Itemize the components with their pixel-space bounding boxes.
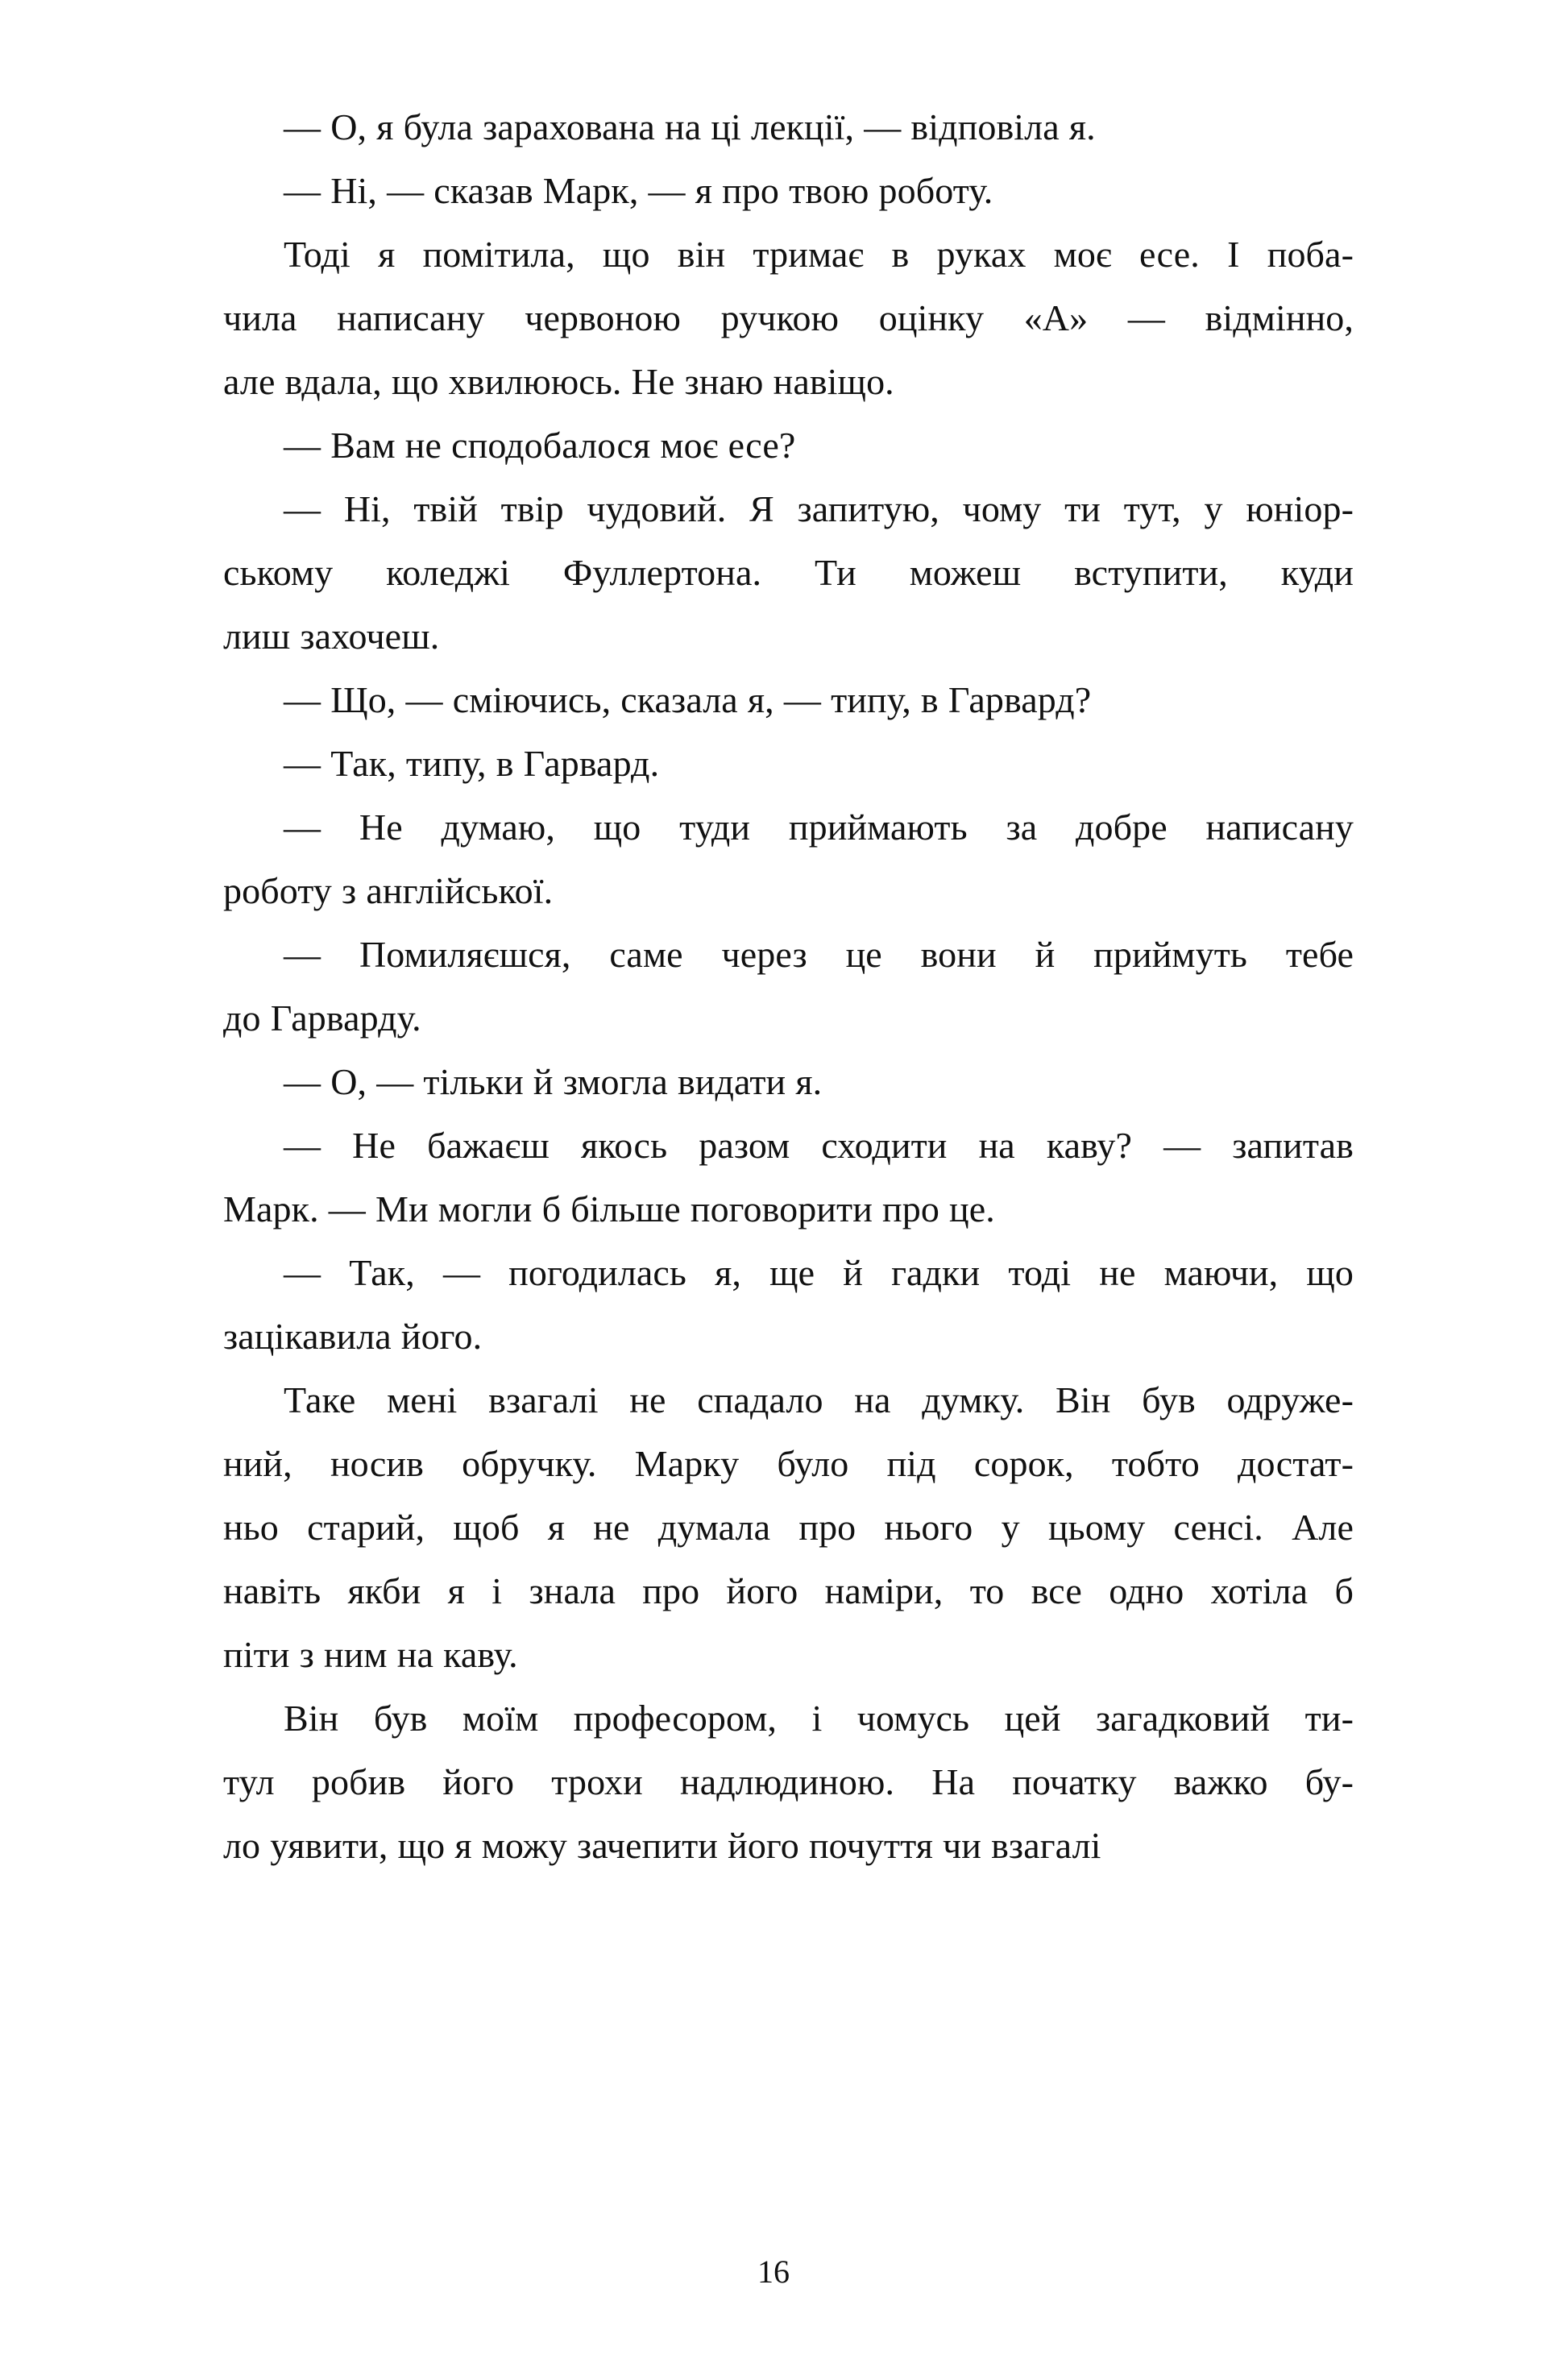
paragraph-dialogue	[223, 1113, 1354, 1241]
text-line: тул робив його трохи надлюдиною. На початку важко бу-	[223, 1761, 1354, 1802]
text-line: — О, я була зарахована на ці лекції, — відповіла я.	[284, 106, 1096, 147]
paragraph-dialogue	[223, 668, 1354, 732]
paragraph-dialogue	[223, 159, 1354, 222]
text-line: ньо старий, щоб я не думала про нього у цьому сенсі. Але	[223, 1507, 1354, 1548]
paragraph-dialogue	[223, 477, 1354, 668]
text-line: піти з ним на каву.	[223, 1634, 518, 1675]
text-line: роботу з англійської.	[223, 870, 554, 911]
text-line: — Так, — погодилась я, ще й гадки тоді не маючи, що	[284, 1252, 1354, 1293]
paragraph-dialogue	[223, 1050, 1354, 1113]
text-line: зацікавила його.	[223, 1316, 483, 1357]
text-line: навіть якби я і знала про його наміри, то все одно хотіла б	[223, 1570, 1354, 1611]
text-line: ло уявити, що я можу зачепити його почуття чи взагалі	[223, 1825, 1101, 1866]
paragraph-dialogue	[223, 95, 1354, 159]
text-line: — Вам не сподобалося моє есе?	[284, 425, 796, 466]
text-line: але вдала, що хвилююсь. Не знаю навіщо.	[223, 361, 894, 402]
text-line: — Не думаю, що туди приймають за добре написану	[284, 806, 1354, 848]
text-line: Таке мені взагалі не спадало на думку. Він був одруже-	[284, 1379, 1354, 1420]
paragraph-dialogue	[223, 1241, 1354, 1368]
text-line: лиш захочеш.	[223, 616, 440, 657]
paragraph-narrative	[223, 1686, 1354, 1877]
text-line: до Гарварду.	[223, 997, 421, 1039]
text-line: ському коледжі Фуллертона. Ти можеш вступити, куди	[223, 552, 1354, 593]
paragraph-narrative	[223, 1368, 1354, 1686]
text-line: чила написану червоною ручкою оцінку «А» — відмінно,	[223, 297, 1354, 338]
text-line: — Помиляєшся, саме через це вони й приймуть тебе	[284, 934, 1354, 975]
text-line: — Ні, — сказав Марк, — я про твою роботу.	[284, 170, 993, 211]
text-line: Марк. — Ми могли б більше поговорити про це.	[223, 1188, 995, 1229]
text-line: Тоді я помітила, що він тримає в руках моє есе. І поба-	[284, 234, 1354, 275]
paragraph-dialogue	[223, 732, 1354, 795]
paragraph-dialogue	[223, 923, 1354, 1050]
text-line: — Що, — сміючись, сказала я, — типу, в Гарвард?	[284, 679, 1092, 720]
paragraph-narrative	[223, 222, 1354, 413]
paragraph-dialogue	[223, 413, 1354, 477]
text-line: — Ні, твій твір чудовий. Я запитую, чому ти тут, у юніор-	[284, 488, 1354, 529]
text-line: — Не бажаєш якось разом сходити на каву? — запитав	[284, 1125, 1354, 1166]
paragraph-dialogue	[223, 795, 1354, 923]
page-text-body	[223, 95, 1354, 1877]
text-line: — О, — тільки й змогла видати я.	[284, 1061, 823, 1102]
text-line: ний, носив обручку. Марку було під сорок, тобто достат-	[223, 1443, 1354, 1484]
page-number: 16	[757, 2254, 790, 2290]
text-line: Він був моїм професором, і чомусь цей загадковий ти-	[284, 1698, 1354, 1739]
text-line: — Так, типу, в Гарвард.	[284, 743, 660, 784]
